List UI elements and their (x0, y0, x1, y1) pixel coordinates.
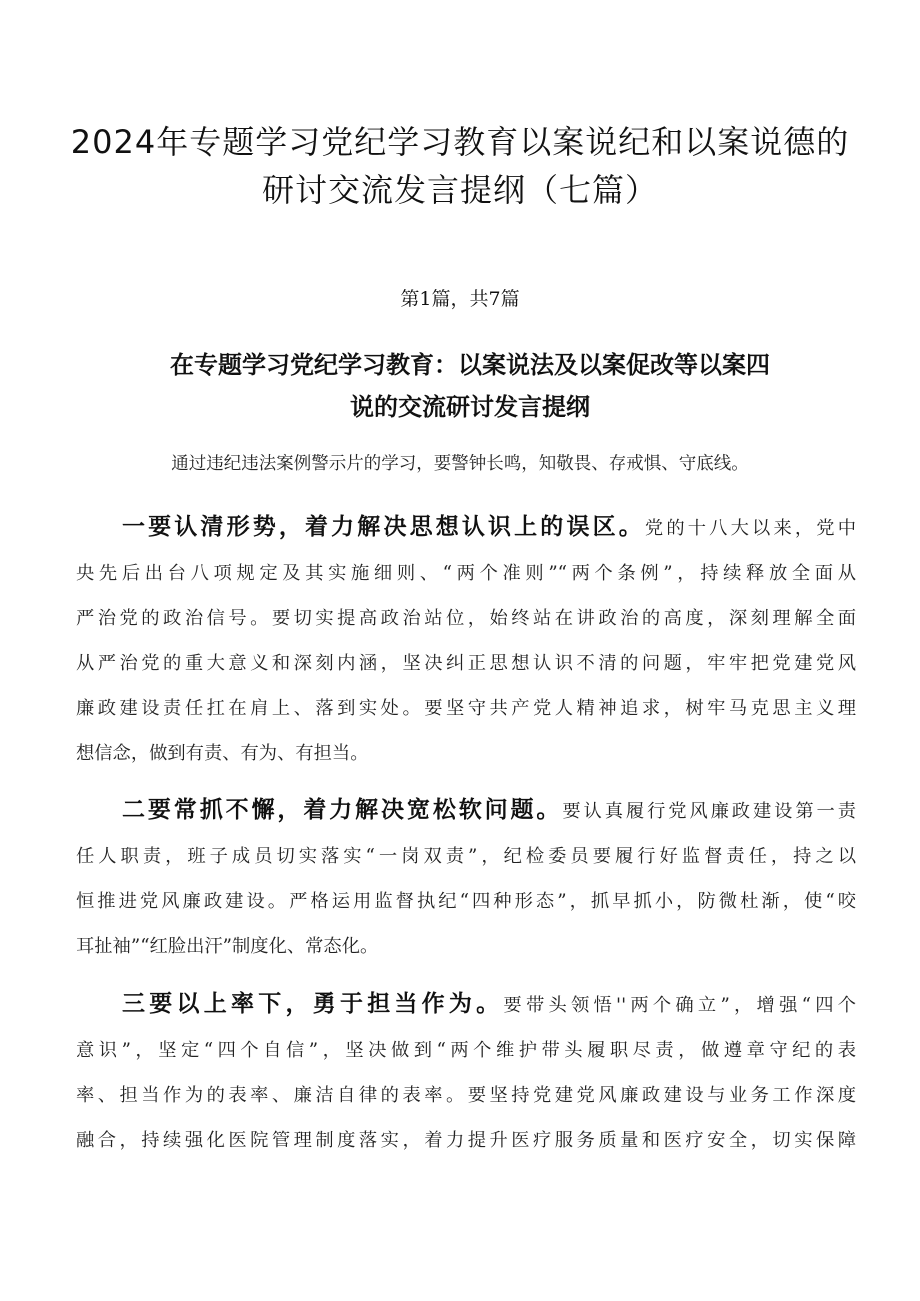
paragraph-line: 廉政建设责任扛在肩上、落到实处。要坚守共产党人精神追求，树牢马克思主义理 (76, 698, 856, 719)
paragraph-lead: 三要以上率下，勇于担当作为。 (122, 991, 504, 1017)
paragraph-lead: 二要常抓不懈，着力解决宽松软问题。 (122, 797, 563, 823)
paragraph-section-1 (76, 505, 856, 776)
paragraph-line: 耳扯袖”“红脸出汗”制度化、常态化。 (76, 936, 379, 957)
paragraph-line: 率、担当作为的表率、廉洁自律的表率。要坚持党建党风廉政建设与业务工作深度 (76, 1085, 856, 1106)
section-subtitle-line-2: 说的交流研讨发言提纲 (350, 393, 590, 421)
paragraph-line: 意识”，坚定“四个自信”，坚决做到“两个维护带头履职尽责，做遵章守纪的表 (76, 1040, 856, 1061)
paragraph-line: 央先后出台八项规定及其实施细则、“两个准则”“两个条例”，持续释放全面从 (76, 563, 856, 584)
document-title-line-1: 2024年专题学习党纪学习教育以案说纪和以案说德的 (70, 123, 850, 161)
document-title (60, 118, 860, 214)
paragraph-line (76, 788, 856, 834)
paragraph-lead: 一要认清形势，着力解决思想认识上的误区。 (122, 514, 645, 540)
paragraph-line: 从严治党的重大意义和深刻内涵，坚决纠正思想认识不清的问题，牢牢把党建党风 (76, 653, 856, 674)
paragraph-text: 要带头领悟''两个确立”，增强“四个 (503, 995, 856, 1016)
paragraph-line: 任人职责，班子成员切实落实“一岗双责”，纪检委员要履行好监督责任，持之以 (76, 846, 856, 867)
part-label: 第1篇，共7篇 (400, 288, 520, 310)
paragraph-line: 融合，持续强化医院管理制度落实，着力提升医疗服务质量和医疗安全，切实保障 (76, 1130, 856, 1151)
section-subtitle (100, 344, 840, 428)
paragraph-line: 恒推进党风廉政建设。严格运用监督执纪“四种形态”，抓早抓小，防微杜渐，使“咬 (76, 891, 856, 912)
document-title-line-2: 研讨交流发言提纲（七篇） (261, 171, 658, 209)
intro-paragraph: 通过违纪违法案例警示片的学习，要警钟长鸣，知敬畏、存戒惧、守底线。 (171, 454, 749, 474)
paragraph-section-3 (76, 982, 856, 1163)
paragraph-line: 想信念，做到有责、有为、有担当。 (76, 743, 369, 764)
paragraph-line (76, 505, 856, 551)
paragraph-line: 严治党的政治信号。要切实提高政治站位，始终站在讲政治的高度，深刻理解全面 (76, 608, 856, 629)
paragraph-section-2 (76, 788, 856, 969)
paragraph-line (76, 982, 856, 1028)
section-subtitle-line-1: 在专题学习党纪学习教育：以案说法及以案促改等以案四 (170, 351, 770, 379)
paragraph-text: 党的十八大以来，党中 (644, 518, 856, 539)
paragraph-text: 要认真履行党风廉政建设第一责 (562, 801, 856, 822)
